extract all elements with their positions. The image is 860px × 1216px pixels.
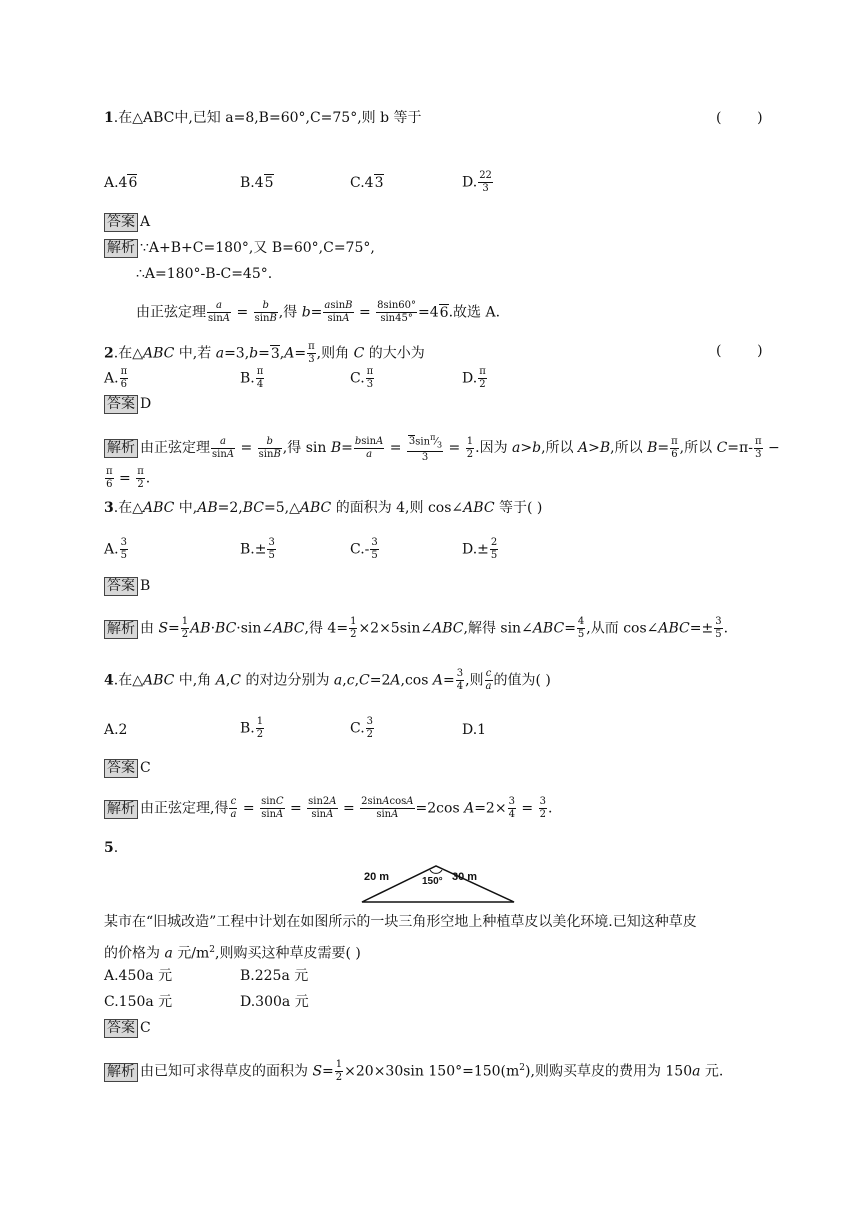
answer-line xyxy=(104,212,150,232)
analysis-tag: 解析 xyxy=(104,439,138,458)
answer-tag: 答案 xyxy=(104,577,138,596)
option-d: D. $\frac{22}{3}$ xyxy=(462,170,492,194)
answer-tag: 答案 xyxy=(104,1019,138,1038)
option-a: A. $\frac{3}{5}$ xyxy=(104,537,127,561)
answer-line xyxy=(104,758,151,778)
analysis-text: $\frac{\pi}{6}$ = $\frac{\pi}{2}$ . xyxy=(106,466,151,490)
answer-tag: 答案 xyxy=(104,395,138,414)
question-3-stem: 3.在△ABC 中,AB=2,BC=5,△ABC 的面积为 4,则 cos∠ABC 等于( ) xyxy=(104,500,543,516)
question-1-stem xyxy=(104,108,422,128)
option-d: D.300a 元 xyxy=(240,994,309,1010)
answer-blank: ( ) xyxy=(716,343,763,359)
option-a: A.2 xyxy=(104,722,128,738)
question-number: 1 xyxy=(104,110,114,126)
angle-arc xyxy=(430,870,442,873)
option-b: B.225a 元 xyxy=(240,968,309,984)
analysis-tag: 解析 xyxy=(104,800,138,819)
option-c: C.- $\frac{3}{5}$ xyxy=(350,537,378,561)
side-label-right: 30 m xyxy=(452,871,478,883)
answer-value: B xyxy=(140,578,151,594)
question-number: 2 xyxy=(104,345,114,362)
question-text: .在△ABC中,已知 a=8,B=60°,C=75°,则 b 等于 xyxy=(113,110,422,126)
analysis-line: 解析 由正弦定理,得 $\frac{c}{a}$ = $\frac{\sin C}{\sin A}$ = $\frac{\sin 2A}{\sin A}$ = $\frac{\text{2sinAcosA}}{\sin A}$ =2cos A=2× $\frac{3}{4}$ = $\frac{3}{2}$ . xyxy=(104,796,552,821)
triangle-figure xyxy=(360,862,520,906)
answer-value: D xyxy=(140,396,152,412)
analysis-tag: 解析 xyxy=(104,239,138,258)
answer-tag: 答案 xyxy=(104,759,138,778)
option-d: D. $\frac{\pi}{2}$ xyxy=(462,366,486,390)
option-c: C. $\frac{\pi}{3}$ xyxy=(350,366,374,390)
analysis-tag: 解析 xyxy=(104,1063,138,1082)
option-b: B.45 xyxy=(240,175,274,191)
question-number: 3 xyxy=(104,500,114,516)
option-b: B. $\frac{\pi}{4}$ xyxy=(240,366,264,390)
option-d: D.1 xyxy=(462,722,487,738)
side-label-left: 20 m xyxy=(364,871,390,883)
answer-line xyxy=(104,576,150,596)
answer-blank: ( ) xyxy=(716,110,763,126)
analysis-line: 解析 由已知可求得草皮的面积为 S= $\frac{1}{2}$ ×20×30sin $150^\circ=150(m^2)$,则购买草皮的费用为 150a 元. xyxy=(104,1058,723,1084)
analysis-line: 解析 由 S= $\frac{1}{2}$ AB·BC·sin∠ABC,得 4= $\frac{1}{2}$ ×2×5sin∠ABC,解得 sin∠ABC= $\frac{4}{5}$ ,从而 cos∠ABC=± $\frac{3}{5}$ . xyxy=(104,616,728,641)
question-5-stem: 某市在“旧城改造”工程中计划在如图所示的一块三角形空地上种植草皮以美化环境.已知这种草皮 xyxy=(104,914,697,930)
analysis-text: ∵A+B+C=180°,又 B=60°,C=75°, xyxy=(140,240,375,256)
answer-line xyxy=(104,1018,151,1038)
option-b: B. $\frac{1}{2}$ xyxy=(240,716,264,740)
option-c: C.150a 元 xyxy=(104,994,173,1010)
answer-tag: 答案 xyxy=(104,213,138,232)
question-5-stem-cont: 的价格为 a 元$/m^2$,则购买这种草皮需要( ) xyxy=(104,945,361,962)
question-2-stem: 2.在△ABC 中,若 a=3,b=3,A= $\frac{\pi}{3}$ ,则角 C 的大小为 xyxy=(104,341,425,365)
option-c: C. $\frac{3}{2}$ xyxy=(350,716,374,740)
analysis-text: ∴A=180°-B-C=45°. xyxy=(136,266,273,282)
question-5-number: 5. xyxy=(104,840,119,856)
angle-label: 150° xyxy=(422,876,443,887)
answer-value: C xyxy=(140,760,151,776)
analysis-line: 解析 由正弦定理 $\frac{a}{\sin A}$ = $\frac{b}{\sin B}$ ,得 sin B= $\frac{bsinA}{a}$ = $\frac{3\sin^\pi⁄_3}{3}$ = $\frac{1}{2}$ .因为 a>b,所以 A>B,所以 B= $\frac{\pi}{6}$ ,所以 C=π- $\frac{\pi}{3}$ − xyxy=(104,432,780,464)
analysis-formula: 由正弦定理 $\frac{a}{\sin A}$ = $\frac{b}{\sin B}$ ,得 b= $\frac{asinB}{\sin A}$ = $\frac{8\sin 60^\circ}{\sin 45^\circ}$ =46.故选 A. xyxy=(136,300,501,324)
option-a: A.46 xyxy=(104,175,138,191)
analysis-tag: 解析 xyxy=(104,620,138,639)
question-number: 4 xyxy=(104,672,114,689)
option-a: A.450a 元 xyxy=(104,968,173,984)
question-4-stem: 4.在△ABC 中,角 A,C 的对边分别为 a,c,C=2A,cos A= $\frac{3}{4}$ ,则 $\frac{c}{a}$ 的值为( ) xyxy=(104,668,551,692)
answer-value: A xyxy=(140,214,151,230)
answer-value: C xyxy=(140,1020,151,1036)
option-b: B.± $\frac{3}{5}$ xyxy=(240,537,275,561)
option-a: A. $\frac{\pi}{6}$ xyxy=(104,366,128,390)
option-d: D.± $\frac{2}{5}$ xyxy=(462,537,498,561)
analysis-line xyxy=(104,238,375,258)
question-number: 5 xyxy=(104,840,114,856)
option-c: C.43 xyxy=(350,175,384,191)
answer-line xyxy=(104,394,151,414)
